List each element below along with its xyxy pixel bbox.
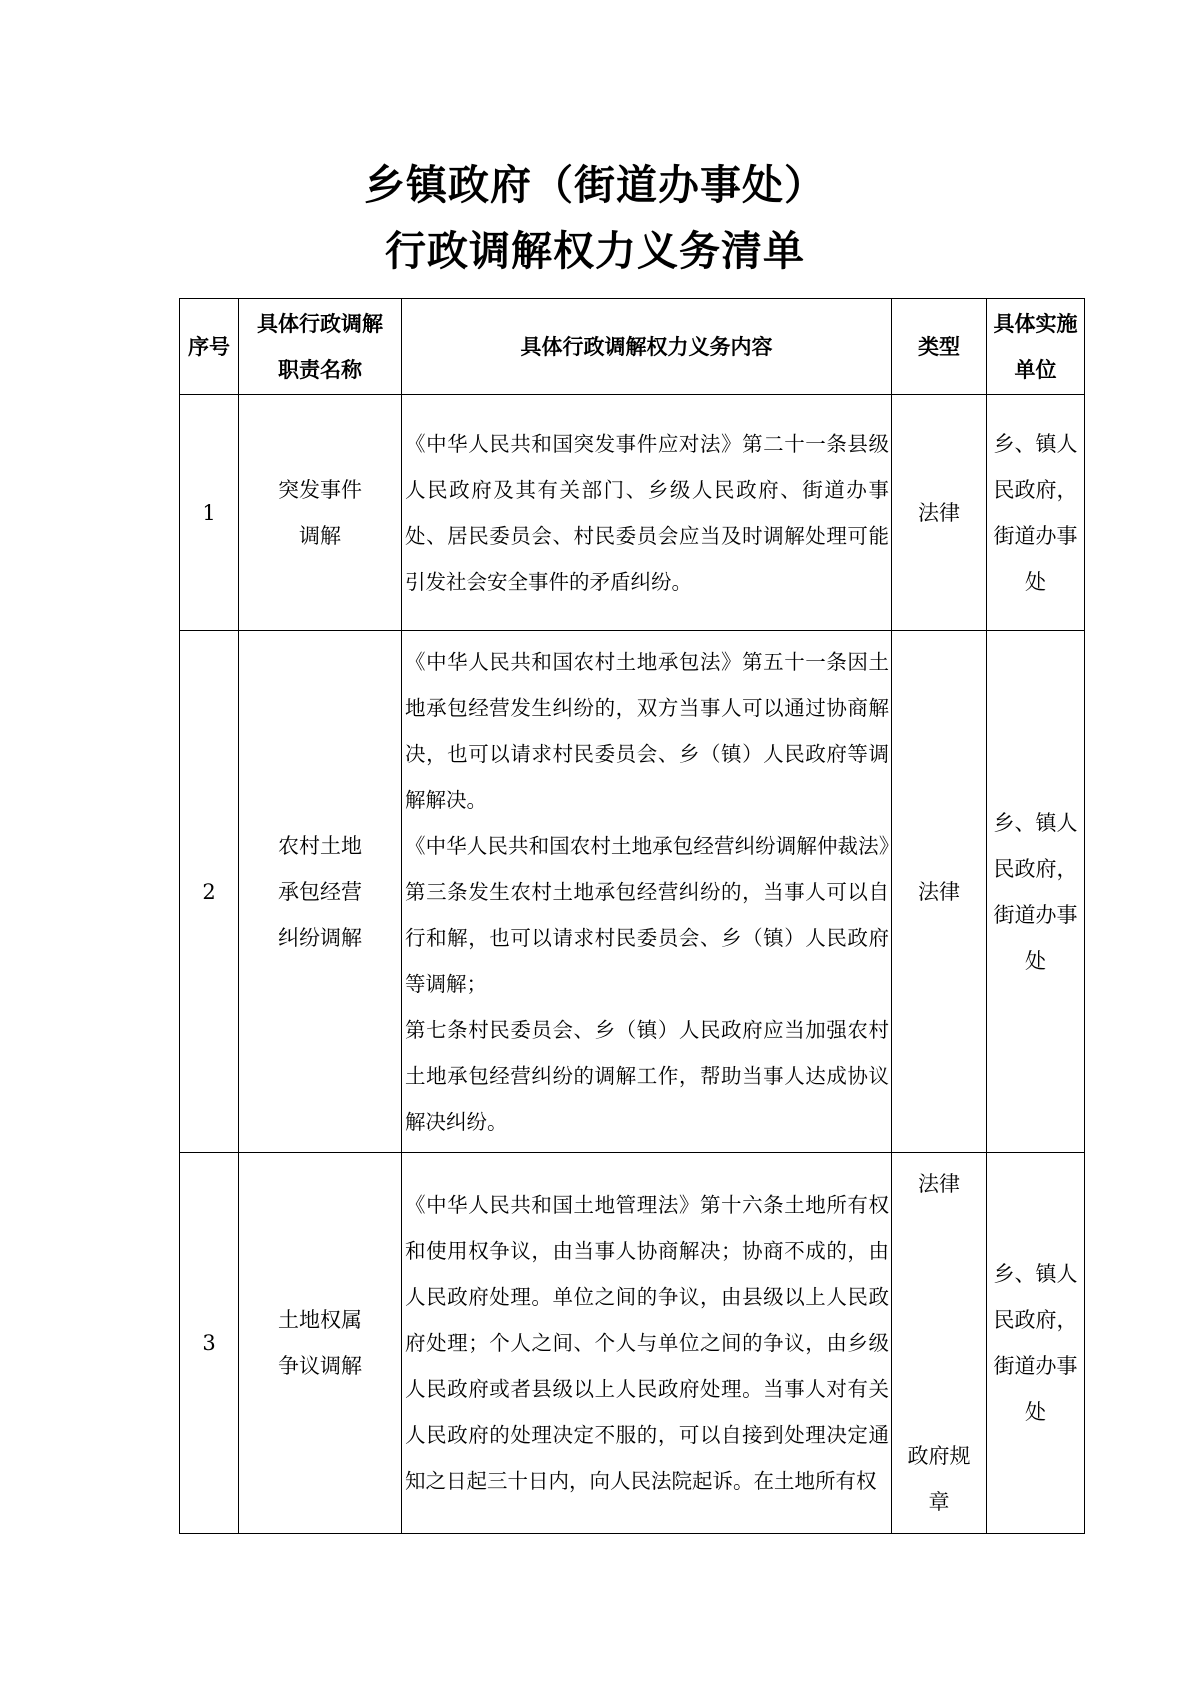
unit-line: 处 xyxy=(1025,948,1046,973)
content-paragraph: 《中华人民共和国农村土地承包经营纠纷调解仲裁法》第三条发生农村土地承包经营纠纷的，当事人可以自行和解，也可以请求村民委员会、乡（镇）人民政府等调解； xyxy=(405,833,889,996)
header-unit-line1: 具体实施 xyxy=(993,311,1078,336)
header-duty-name-line2: 职责名称 xyxy=(278,357,362,382)
type-bottom xyxy=(892,1433,986,1525)
row-content xyxy=(402,1153,892,1534)
row-content xyxy=(402,395,892,631)
type-top: 法律 xyxy=(918,1172,960,1196)
duty-name-line: 承包经营 xyxy=(278,879,362,904)
unit-line: 民政府， xyxy=(993,1308,1078,1332)
type-bottom-line: 章 xyxy=(928,1490,950,1514)
header-duty-name xyxy=(239,299,402,395)
duty-name-line: 突发事件 xyxy=(278,477,362,502)
content-paragraph: 《中华人民共和国土地管理法》第十六条土地所有权和使用权争议，由当事人协商解决；协商不成的，由人民政府处理。单位之间的争议，由县级以上人民政府处理；个人之间、个人与单位之间的争议，由乡级人民政府或者县级以上人民政府处理。当事人对有关人民政府的处理决定不服的，可以自接到处理决定通知之日起三十日内，向人民法院起诉。在土地所有权 xyxy=(405,1193,889,1493)
row-duty-name xyxy=(239,1153,402,1534)
row-seq: 3 xyxy=(180,1153,239,1534)
header-duty-name-line1: 具体行政调解 xyxy=(257,311,383,336)
table-row xyxy=(180,1153,1085,1534)
row-unit xyxy=(987,631,1085,1153)
unit-line: 乡、镇人 xyxy=(993,810,1078,835)
content-paragraph: 《中华人民共和国突发事件应对法》第二十一条县级人民政府及其有关部门、乡级人民政府、街道办事处、居民委员会、村民委员会应当及时调解处理可能引发社会安全事件的矛盾纠纷。 xyxy=(405,431,889,594)
row-seq: 2 xyxy=(180,631,239,1153)
unit-line: 街道办事 xyxy=(993,902,1078,927)
row-content xyxy=(402,631,892,1153)
page-title-line1: 乡镇政府（街道办事处） xyxy=(364,161,826,209)
unit-line: 街道办事 xyxy=(993,1354,1078,1378)
row-seq: 1 xyxy=(180,395,239,631)
table-header-row xyxy=(180,299,1085,395)
row-type: 法律 xyxy=(892,395,987,631)
type-bottom-line: 政府规 xyxy=(907,1444,971,1468)
header-unit xyxy=(987,299,1085,395)
content-paragraph: 第七条村民委员会、乡（镇）人民政府应当加强农村土地承包经营纠纷的调解工作，帮助当事人达成协议解决纠纷。 xyxy=(405,1017,889,1134)
table-row xyxy=(180,631,1085,1153)
duty-name-line: 争议调解 xyxy=(278,1354,362,1378)
unit-line: 民政府， xyxy=(993,856,1078,881)
row-unit xyxy=(987,395,1085,631)
unit-line: 处 xyxy=(1025,569,1046,594)
header-unit-line2: 单位 xyxy=(1014,357,1057,382)
duties-table xyxy=(179,298,1085,1534)
header-content: 具体行政调解权力义务内容 xyxy=(402,299,892,395)
row-unit xyxy=(987,1153,1085,1534)
row-duty-name xyxy=(239,631,402,1153)
duty-name-line: 土地权属 xyxy=(278,1308,362,1332)
row-type: 法律 xyxy=(892,631,987,1153)
row-type xyxy=(892,1153,987,1534)
content-paragraph: 《中华人民共和国农村土地承包法》第五十一条因土地承包经营发生纠纷的，双方当事人可以通过协商解决，也可以请求村民委员会、乡（镇）人民政府等调解解决。 xyxy=(405,649,889,812)
page-title-line2: 行政调解权力义务清单 xyxy=(385,227,805,275)
unit-line: 处 xyxy=(1025,1400,1046,1424)
table-row xyxy=(180,395,1085,631)
header-type: 类型 xyxy=(892,299,987,395)
header-seq: 序号 xyxy=(180,299,239,395)
duty-name-line: 调解 xyxy=(299,523,341,548)
unit-line: 乡、镇人 xyxy=(993,431,1078,456)
row-duty-name xyxy=(239,395,402,631)
unit-line: 民政府， xyxy=(993,477,1078,502)
duty-name-line: 纠纷调解 xyxy=(278,925,362,950)
unit-line: 乡、镇人 xyxy=(993,1262,1078,1286)
unit-line: 街道办事 xyxy=(993,523,1078,548)
duty-name-line: 农村土地 xyxy=(278,833,362,858)
